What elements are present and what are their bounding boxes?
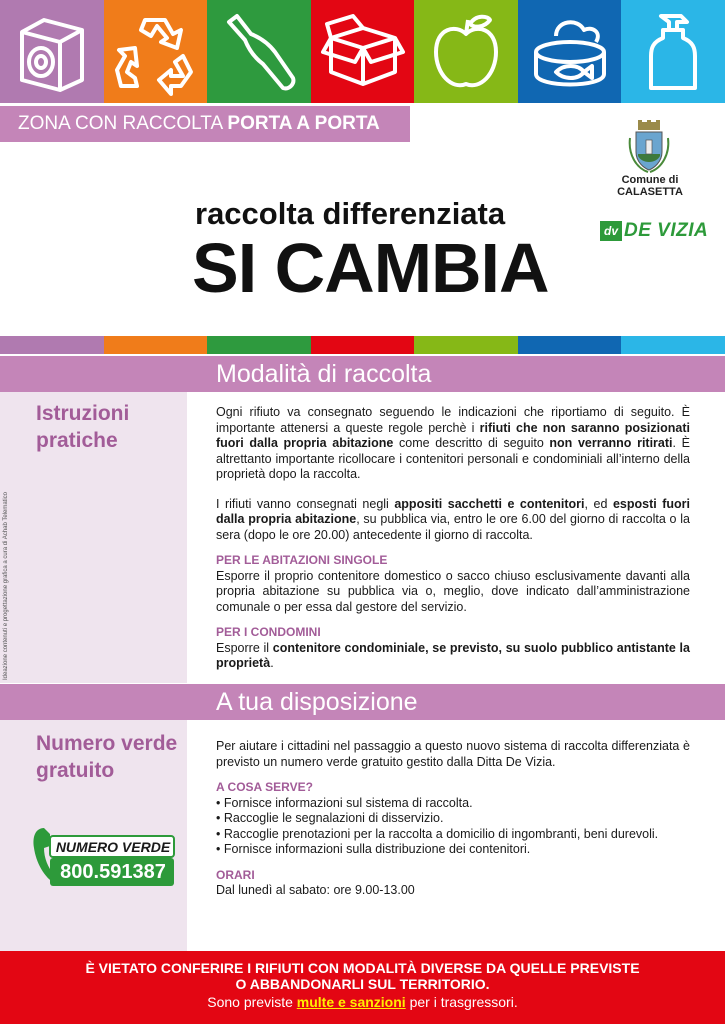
section-header-modalita <box>0 356 725 392</box>
text-highlight: multe e sanzioni <box>296 994 406 1010</box>
section-header-label: Modalità di raccolta <box>216 360 432 388</box>
paragraph-condomini <box>216 641 690 672</box>
text-run: Sono previste <box>207 994 297 1010</box>
services-list <box>216 796 690 858</box>
left-title-istruzioni <box>36 400 129 454</box>
left-title-numero-verde <box>36 730 177 784</box>
section-header-label: A tua disposizione <box>216 688 418 716</box>
stripe-segment <box>414 336 518 354</box>
subheading-condomini: PER I CONDOMINI <box>216 625 321 639</box>
section-header-disposizione <box>0 684 725 720</box>
left-panel-istruzioni <box>0 392 187 683</box>
left-title-line: Numero verde <box>36 732 178 755</box>
comune-line1: Comune di <box>621 174 679 186</box>
subheading-a-cosa-serve: A COSA SERVE? <box>216 780 313 794</box>
footer-line1: È VIETATO CONFERIRE I RIFIUTI CON MODALITÀ DIVERSE DA QUELLE PREVISTE <box>85 960 640 976</box>
section2-body <box>216 739 690 909</box>
left-title-line: pratiche <box>36 429 118 452</box>
stripe-segment <box>104 336 208 354</box>
de-vizia-mark: dv <box>600 221 622 241</box>
bottle-icon <box>215 8 303 96</box>
zona-prefix: ZONA CON RACCOLTA <box>18 113 228 134</box>
paragraph-abitazioni: Esporre il proprio contenitore domestico o sacco chiuso esclusivamente davanti alla propria abitazione su pubblica via o, meglio, dove indicato dall’amministrazione comunale o per essa dal gestore del servizio. <box>216 568 690 614</box>
text-run: . È altrettanto importante ricollocare i contenitori personali e condominiali all’interno della proprietà dopo la raccolta. <box>216 436 690 481</box>
list-item: • Raccoglie prenotazioni per la raccolta a domicilio di ingombranti, beni durevoli. <box>216 827 690 843</box>
color-stripe <box>0 336 725 354</box>
coat-of-arms-icon <box>626 120 672 174</box>
washing-machine-icon <box>8 8 96 96</box>
header-title: SI CAMBIA <box>192 229 549 307</box>
footer-line2: O ABBANDONARLI SUL TERRITORIO. <box>235 976 490 992</box>
box-icon <box>319 8 407 96</box>
comune-label <box>598 174 702 198</box>
footer-warning <box>0 951 725 1024</box>
paragraph-orari: Dal lunedì al sabato: ore 9.00-13.00 <box>216 883 415 897</box>
left-title-line: Istruzioni <box>36 402 130 425</box>
text-run: . <box>270 656 274 670</box>
stripe-segment <box>207 336 311 354</box>
header-subtitle: raccolta differenziata <box>195 196 506 231</box>
numero-verde-label: NUMERO VERDE <box>55 839 171 855</box>
zona-bold: PORTA A PORTA <box>227 113 380 134</box>
text-run: , ed <box>584 496 613 511</box>
text-run: come descritto di seguito <box>393 436 550 450</box>
tile-can-fish <box>518 0 622 103</box>
recycle-icon <box>111 8 199 96</box>
paragraph-intro <box>216 405 690 483</box>
de-vizia-logo <box>600 220 708 242</box>
list-item: • Fornisce informazioni sul sistema di raccolta. <box>216 796 690 812</box>
tile-washing-machine <box>0 0 104 103</box>
plastic-bottle-icon <box>629 8 717 96</box>
numero-verde-badge <box>30 826 176 888</box>
tile-box <box>311 0 415 103</box>
credits-vertical <box>3 491 15 680</box>
icon-strip <box>0 0 725 103</box>
comune-line2: CALASETTA <box>617 186 683 198</box>
text-run: Esporre il <box>216 640 273 655</box>
tile-apple <box>414 0 518 103</box>
de-vizia-name: DE VIZIA <box>624 220 709 241</box>
section1-body <box>216 405 690 682</box>
text-bold: non verranno ritirati <box>549 436 673 450</box>
left-title-line: gratuito <box>36 759 115 782</box>
paragraph-numero-verde: Per aiutare i cittadini nel passaggio a questo nuovo sistema di raccolta differenziata è previsto un numero verde gratuito gestito dalla Ditta De Vizia. <box>216 739 690 769</box>
tile-plastic-bottle <box>621 0 725 103</box>
text-run: , su pubblica via, entro le ore 6.00 del giorno di raccolta o la sera (dopo le ore 20.00) antecedente il giorno di raccolta. <box>216 512 690 542</box>
stripe-segment <box>621 336 725 354</box>
numero-verde-number[interactable]: 800.591387 <box>60 861 166 883</box>
subheading-orari: ORARI <box>216 867 255 882</box>
footer-line3 <box>0 992 725 1012</box>
list-item: • Raccoglie le segnalazioni di disservizio. <box>216 811 690 827</box>
text-run: Ogni rifiuto va consegnato seguendo le indicazioni che riportiamo di seguito. È importante attenersi a queste regole perchè i <box>216 405 690 435</box>
text-bold: rifiuti che non saranno posizionati fuori dalla propria abitazione <box>216 420 690 450</box>
tile-bottle <box>207 0 311 103</box>
text-run: per i trasgressori. <box>405 994 518 1010</box>
text-bold: esposti fuori dalla propria abitazione <box>216 496 690 526</box>
list-item: • Fornisce informazioni sulla distribuzione dei contenitori. <box>216 842 690 858</box>
paragraph-consegna <box>216 497 690 544</box>
stripe-segment <box>518 336 622 354</box>
subheading-abitazioni: PER LE ABITAZIONI SINGOLE <box>216 553 388 567</box>
stripe-segment <box>0 336 104 354</box>
text-run: I rifiuti vanno consegnati negli <box>216 496 395 511</box>
stripe-segment <box>311 336 415 354</box>
zona-banner <box>0 106 410 142</box>
credits-text: Ideazione contenuti e progettazione grafica a cura di Achab Telematico <box>3 491 9 680</box>
text-bold: contenitore condominiale, se previsto, su suolo pubblico antistante la proprietà <box>216 640 690 670</box>
text-bold: appositi sacchetti e contenitori <box>394 496 585 511</box>
apple-icon <box>422 8 510 96</box>
can-fish-icon <box>526 8 614 96</box>
tile-recycle <box>104 0 208 103</box>
